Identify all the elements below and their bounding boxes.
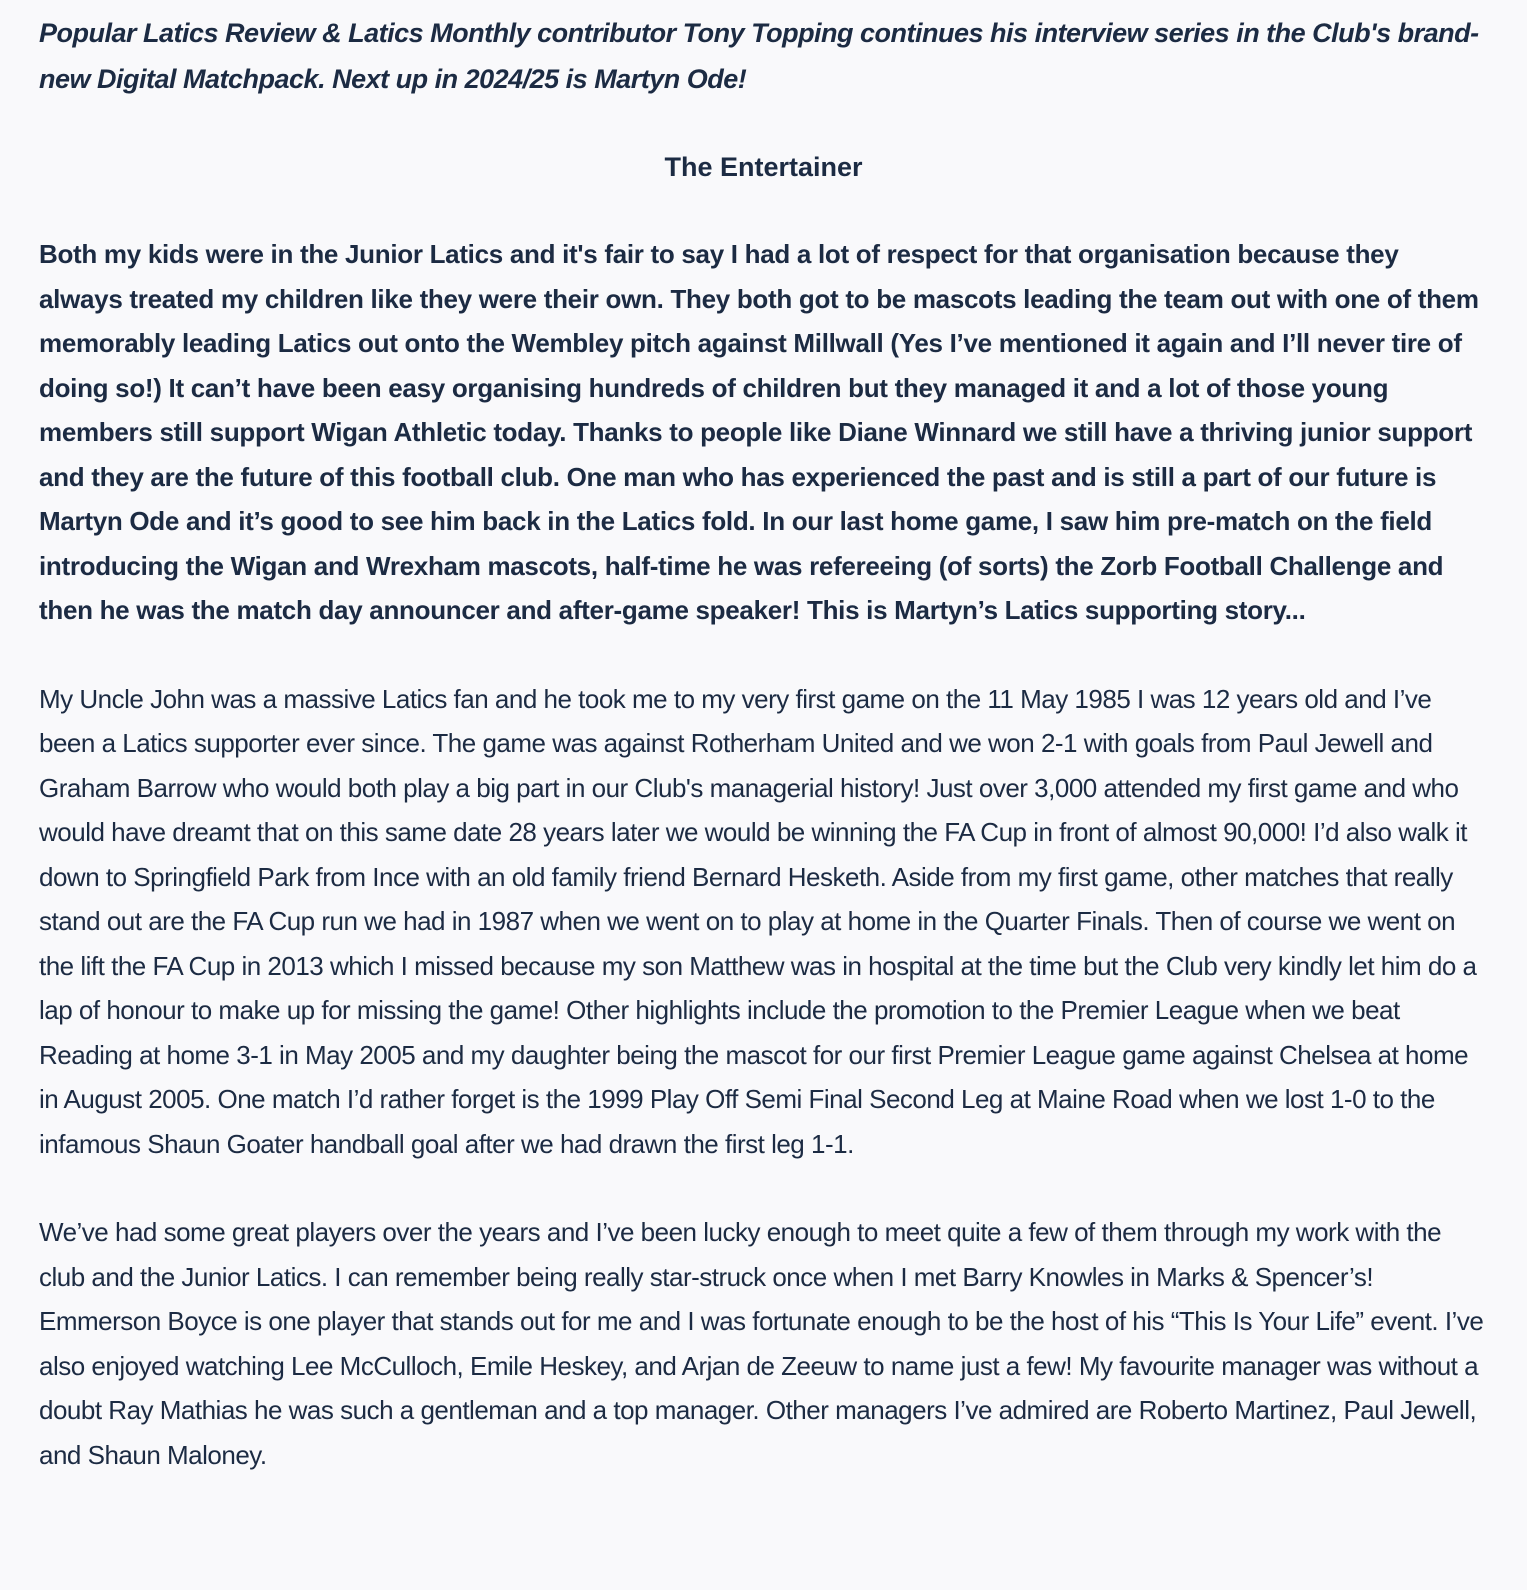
article-lead-paragraph: Both my kids were in the Junior Latics and it's fair to say I had a lot of respect for that organisation because they always treated my children like they were their own. They both got to be mascots leading the team out with one of them memorably leading Latics out onto the Wembley pitch against Millwall (Yes I’ve mentioned it again and I’ll never tire of doing so!) It can’t have been easy organising hundreds of children but they managed it and a lot of those young members still support Wigan Athletic today. Thanks to people like Diane Winnard we still have a thriving junior support and they are the future of this football club. One man who has experienced the past and is still a part of our future is Martyn Ode and it’s good to see him back in the Latics fold. In our last home game, I saw him pre-match on the field introducing the Wigan and Wrexham mascots, half-time he was refereeing (of sorts) the Zorb Football Challenge and then he was the match day announcer and after-game speaker! This is Martyn’s Latics supporting story... — [39, 239, 1479, 625]
article-paragraph: We’ve had some great players over the years and I’ve been lucky enough to meet quite a few of them through my work with the club and the Junior Latics. I can remember being really star-struck once when I met Barry Knowles in Marks & Spencer’s! Emmerson Boyce is one player that stands out for me and I was fortunate enough to be the host of his “This Is Your Life” event. I’ve also enjoyed watching Lee McCulloch, Emile Heskey, and Arjan de Zeeuw to name just a few! My favourite manager was without a doubt Ray Mathias he was such a gentleman and a top manager. Other managers I’ve admired are Roberto Martinez, Paul Jewell, and Shaun Maloney. — [39, 1217, 1484, 1470]
article-paragraph: My Uncle John was a massive Latics fan and he took me to my very first game on the 11 May 1985 I was 12 years old and I’ve been a Latics supporter ever since. The game was against Rotherham United and we won 2-1 with goals from Paul Jewell and Graham Barrow who would both play a big part in our Club's managerial history! Just over 3,000 attended my first game and who would have dreamt that on this same date 28 years later we would be winning the FA Cup in front of almost 90,000! I’d also walk it down to Springfield Park from Ince with an old family friend Bernard Hesketh. Aside from my first game, other matches that really stand out are the FA Cup run we had in 1987 when we went on to play at home in the Quarter Finals. Then of course we went on the lift the FA Cup in 2013 which I missed because my son Matthew was in hospital at the time but the Club very kindly let him do a lap of honour to make up for missing the game! Other highlights include the promotion to the Premier League when we beat Reading at home 3-1 in May 2005 and my daughter being the mascot for our first Premier League game against Chelsea at home in August 2005. One match I’d rather forget is the 1999 Play Off Semi Final Second Leg at Maine Road when we lost 1-0 to the infamous Shaun Goater handball goal after we had drawn the first leg 1-1. — [39, 683, 1477, 1159]
article-intro: Popular Latics Review & Latics Monthly contributor Tony Topping continues his interview series in the Club's brand-new Digital Matchpack. Next up in 2024/25 is Martyn Ode! — [39, 18, 1479, 94]
article-heading: The Entertainer — [664, 152, 863, 182]
